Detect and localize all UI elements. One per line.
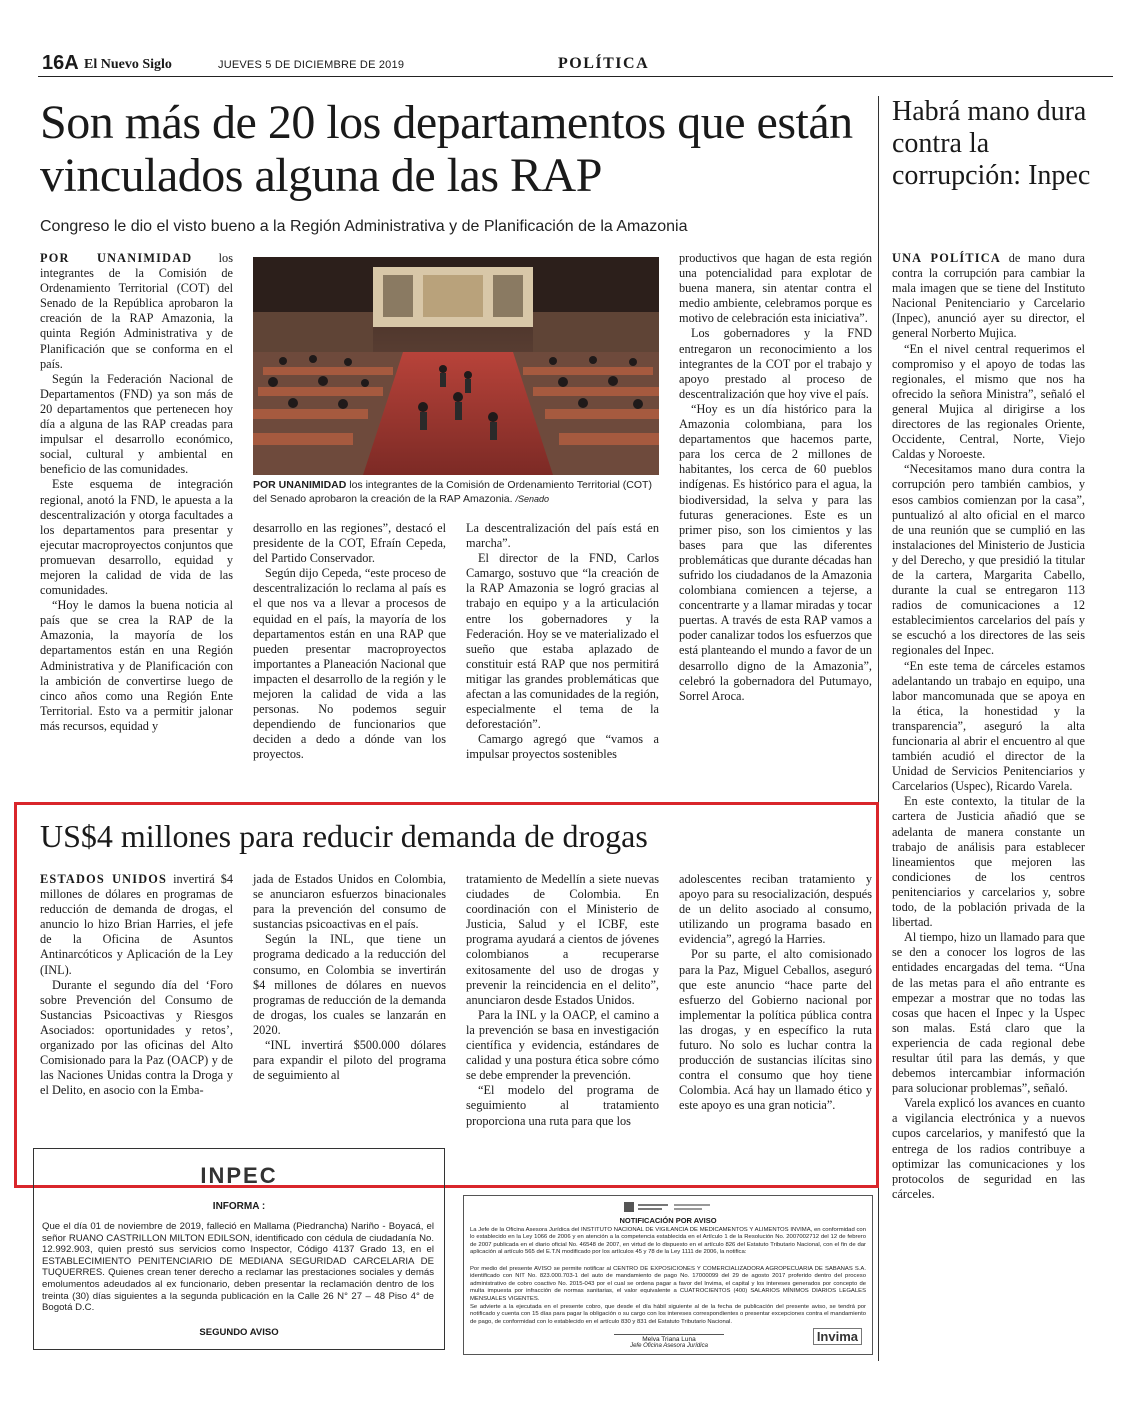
sidebar-headline: Habrá mano dura contra la corrupción: Inpec [892,96,1091,191]
paragraph: productivos que hagan de esta región una potencialidad para explotar de buena manera, sin atentar contra el medio ambiente, celebramos porque es motivo de celebración esta iniciativa”. [679,251,872,326]
paragraph: Varela explicó los avances en cuanto a vigilancia electrónica y a nuevos cupos carcelarios, y manifestó que la entrega de los radios contribuye a optimizar las comunicaciones y los protocolos de seguridad en las cárceles. [892,1096,1085,1201]
paragraph: Por su parte, el alto comisionado para la Paz, Miguel Ceballos, aseguró que este anuncio “hace parte del esfuerzo del Gobierno nacional por implementar la política pública contra las drogas, y en específico la ruta futuro. No solo es luchar contra la producción de sustancias ilícitas sino contra el consumo que hoy tiene Colombia. Acá hay un llamado ético y este apoyo es una gran noticia”. [679,947,872,1113]
main-column-3 [466,521,659,763]
paragraph: Según dijo Cepeda, “este proceso de descentralización lo reclama al país es el que nos va a llevar a procesos de equidad en el país, la mayoría de los departamentos están en una RAP que pueden presentar macroproyectos importantes a Planeación Nacional que impacten el desarrollo de la región y le mejoren la calidad de vida a las personas. No podemos seguir dependiendo de funcionarios que deciden a dedo a dónde van los proyectos. [253,566,446,762]
caption-bold: POR UNANIMIDAD [253,479,347,491]
paragraph: Los gobernadores y la FND entregaron un reconocimiento a los integrantes de la COT por el trabajo y apoyo prestado al proceso de descentralización que hoy vive el país. [679,326,872,401]
paragraph: “Hoy le damos la buena noticia al país que se crea la RAP de la Amazonia, la mayoría de los departamentos están en una Región Administrativa y de Planificación con la ambición de convertirse luego de cinco años como una Región Ente Territorial. Esto va a permitir jalonar más recursos, equidad y [40,598,233,733]
invima-notice-body-2: Por medio del presente AVISO se permite notificar al CENTRO DE EXPOSICIONES Y COMERCIALIZADORA AGROPECUARIA DE SABANAS S.A. identificado con NIT No. 823.000.703-1 del auto de mandamiento de pago No. 17000099 del 29 de agosto 2017 proferido dentro del proceso administrativo de cobro coactivo No. 2015-043 por el cual se ordena pagar a favor del Invima, el capital y los intereses generados por concepto de multa impuesta por infracción de normas sanitarias, el valor equivalente a CUATROCIENTOS (400) SALARIOS MÍNIMOS DIARIOS LEGALES MENSUALES VIGENTES. [470,1266,866,1302]
senate-chamber-illustration [253,257,659,475]
invima-notice [463,1195,873,1355]
section-name: POLÍTICA [558,55,650,72]
paragraph: adolescentes reciban tratamiento y apoyo para su resocialización, después de un delito asociado al consumo, utilizando un programa basado en evidencia”, agregó la Harries. [679,872,872,947]
photo-credit: /Senado [515,494,550,504]
invima-notice-title: NOTIFICACIÓN POR AVISO [619,1216,717,1225]
drugs-column-3 [466,872,659,1129]
paragraph: Durante el segundo día del ‘Foro sobre Prevención del Consumo de Sustancias Psicoactivas y Riesgos Asociados: oportunidades y retos’, organizado por las oficinas del Alto Comisionado para la Paz (OACP) y de las Naciones Unidas contra la Droga y el Delito, en asocio con la Emba- [40,977,233,1098]
paragraph: Al tiempo, hizo un llamado para que se den a conocer los logros de las entidades encargadas del tema. “Una de las metas para el año entrante es empezar a mostrar que no todas las cosas que hacen el Inpec y la Uspec son malas. Está claro que la experiencia de cada regional debe resultar útil para las demás, y que debemos intercambiar información para solucionar problemas”, señaló. [892,930,1085,1096]
sidebar-column [892,251,1085,1202]
paragraph: jada de Estados Unidos en Colombia, se anunciaron esfuerzos binacionales para la prevención del consumo de sustancias psicoactivas en el país. [253,872,446,932]
paragraph: En este contexto, la titular de la cartera de Justicia añadió que se adelanta de manera constante un trabajo de análisis para establecer lineamientos que mejoren las condiciones de los centros penitenciarios y carcelarios y, sobre todo, de la población privada de la libertad. [892,794,1085,930]
paragraph: “Necesitamos mano dura contra la corrupción pero también cambios, y esos cambios comienzan por la casa”, puntualizó al alto oficial en el marco de una reunión que se cumplió en las instalaciones del Ministerio de Justicia y del Derecho, y que presidió la titular de la cartera, Margarita Cabello, durante la cual se entregaron 113 radios de comunicaciones a 12 establecimientos carcelarios del país y se escuchó a los directores de las seis regionales del Inpec. [892,462,1085,658]
drugs-column-1 [40,872,233,1098]
colombia-gov-logo [624,1200,714,1214]
invima-signer: Melva Triana Luna [614,1334,724,1343]
photo-caption [253,478,663,506]
inpec-notice-body: Que el día 01 de noviembre de 2019, falleció en Mallama (Piedrancha) Nariño - Boyacá, el señor RUANO CASTRILLON MILTON EDILSON, identificado con cédula de ciudadanía No. 12.992.903, quien prestó sus servicios como Inspector, Código 4137 Grado 13, en el ESTABLECIMIENTO PENITENCIARIO DE MEDIANA SEGURIDAD CARCELARIA DE TUQUERRES. Quienes crean tener derecho a reclamar las prestaciones sociales y demás emolumentos adeudados al ex funcionario, deben presentar la reclamación dentro de los treinta (30) días siguientes a la segunda publicación en la Calle 26 N° 27 – 48 Piso 4° de Bogotá D.C. [42,1221,434,1314]
paragraph: invertirá $4 millones de dólares en programas de reducción de demanda de drogas, el anuncio lo hizo Brian Harries, el jefe de la Oficina de Asuntos Antinarcóticos y Aplicación de la Ley (INL). [40,872,233,977]
paragraph: “En el nivel central requerimos el compromiso y el apoyo de todas las regionales, el mismo que nos ha ofrecido la señora Ministra”, señaló el general Mujica al dirigirse a los directores de las regionales Oriente, Occidente, Central, Norte, Viejo Caldas y Noroeste. [892,341,1085,462]
paragraph: “INL invertirá $500.000 dólares para expandir el piloto del programa de seguimiento al [253,1038,446,1083]
caption-text: los integrantes de la Comisión de Ordenamiento Territorial (COT) del Senado aprobaron la creación de la RAP Amazonia. [253,479,652,505]
invima-logo: Invima [813,1328,862,1345]
inpec-notice-footer: SEGUNDO AVISO [199,1327,279,1338]
invima-notice-body-3: Se advierte a la ejecutada en el presente cobro, que desde el día hábil siguiente al de la fecha de publicación del presente aviso, se tendrá por notificado y cuenta con 15 días para pagar la obligación o su cargo con los intereses correspondientes o presentar excepciones contra el mandamiento de pago, de conformidad con lo establecido en el artículo 830 y 831 del Estatuto Tributario Nacional. [470,1304,866,1325]
drugs-headline: US$4 millones para reducir demanda de drogas [40,818,648,854]
senate-chamber-photo [253,257,659,475]
issue-date: JUEVES 5 DE DICIEMBRE DE 2019 [218,59,405,71]
paragraph: de mano dura contra la corrupción para cambiar la mala imagen que se tiene del Instituto Nacional Penitenciario y Carcelario (Inpec), anunció ayer su director, el general Norberto Mujica. [892,251,1085,341]
paragraph: “Hoy es un día histórico para la Amazonia colombiana, para los departamentos que hacemos parte, para los cerca de 2 millones de habitantes, los cerca de 60 pueblos indígenas. Es histórico para el agua, la biodiversidad, la selva y para las futuras generaciones. Este es un primer piso, son los cimientos y las bases para que las diferentes problemáticas que durante décadas han sufrido los ciudadanos de la Amazonia colombiana comiencen a tejerse, a concentrarte y a llamar miradas y tocar puertas. A través de esta RAP vamos a poder canalizar todos los esfuerzos que está planteando el mundo a favor de un desarrollo digno de la Amazonia”, celebró la gobernadora del Putumayo, Sorrel Aroca. [679,401,872,703]
drugs-kicker: ESTADOS UNIDOS [40,872,168,886]
paragraph: Para la INL y la OACP, el camino a la prevención se basa en investigación científica y evidencia, estándares de calidad y una postura ética sobre cómo se debe emprender la prevención. [466,1007,659,1083]
paragraph: El director de la FND, Carlos Camargo, sostuvo que “la creación de la RAP Amazonia se logró gracias al trabajo en equipo y a la articulación entre los gobernadores y la Federación. Hoy se ve materializado el sueño que estaba aplazado de constituir está RAP que nos permitirá mitigar las grandes problemáticas que afectan a las comunidades de la región, especialmente el tema de la deforestación”. [466,551,659,732]
main-deck: Congreso le dio el visto bueno a la Región Administrativa y de Planificación de la Amazonia [40,218,688,235]
paragraph: La descentralización del país está en marcha”. [466,521,659,551]
paragraph: tratamiento de Medellín a siete nuevas ciudades de Colombia. En coordinación con el Ministerio de Justicia, Salud y el ICBF, este programa ayudará a cientos de jóvenes colombianos a recuperarse exitosamente del uso de drogas y prevenir la reincidencia en el delito”, anunciaron desde Estados Unidos. [466,872,659,1007]
main-column-2 [253,521,446,763]
paragraph: Según la Federación Nacional de Departamentos (FND) ya son más de 20 departamentos que pertenecen hoy día a alguna de las RAP creadas para impulsar el desarrollo económico, social, cultural y ambiental en beneficio de las comunidades. [40,371,233,477]
newspaper-name: El Nuevo Siglo [84,57,172,72]
paragraph: Camargo agregó que “vamos a impulsar proyectos sostenibles [466,732,659,762]
main-kicker: POR UNANIMIDAD [40,251,193,265]
paragraph: Este esquema de integración regional, anotó la FND, le apuesta a la descentralización y otorga facultades a los departamentos para presentar y ejecutar macroproyectos conjuntos que promuevan desarrollo, equidad y mejoren la calidad de vida de las comunidades. [40,477,233,598]
drugs-column-4 [679,872,872,1114]
inpec-notice [33,1148,445,1350]
page-number: 16A [42,52,79,74]
paragraph: los integrantes de la Comisión de Ordenamiento Territorial (COT) del Senado de la República aprobaron la creación de la RAP Amazonia, la quinta Región Administrativa y de Planificación que se conforma en el país. [40,251,233,371]
paragraph: “En este tema de cárceles estamos adelantando un trabajo en equipo, una labor mancomunada que se apoya en la ética, la honestidad y la transparencia”, aseguró la alta funcionaria al abrir el encuentro al que también acudió el director de la Unidad de Servicios Penitenciarios y Carcelarios (Uspec), Ricardo Varela. [892,658,1085,794]
drugs-column-2 [253,872,446,1083]
main-column-1 [40,251,233,734]
inpec-logo: INPEC [200,1163,278,1188]
invima-signer-role: Jefe Oficina Asesora Jurídica [630,1343,708,1349]
government-seal-icon [624,1200,714,1214]
paragraph: desarrollo en las regiones”, destacó el presidente de la COT, Efraín Cepeda, del Partido Conservador. [253,521,446,566]
invima-notice-body-1: La Jefe de la Oficina Asesora Jurídica del INSTITUTO NACIONAL DE VIGILANCIA DE MEDICAMENTOS Y ALIMENTOS INVIMA, en conformidad con lo establecido en la Ley 1066 de 2006 y en atención a la competencia establecida en el Artículo 1 de la Resolución No. 2007002712 del 12 de febrero de 2007 publicada en el diario oficial No. 46548 de 2007, en virtud de lo dispuesto en el artículo 826 del Estatuto Tributario Nacional, con el fin de dar aplicación al artículo 565 del E.T.N modificado por los artículos 45 y 78 de la Ley 1111 de 2006, la notifica: [470,1227,866,1256]
inpec-notice-title: INFORMA : [212,1201,266,1212]
main-column-4 [679,251,872,704]
masthead [38,52,1113,77]
paragraph: Según la INL, que tiene un programa dedicado a la reducción del consumo, en Colombia se invertirán $4 millones de dólares en nuevos programas de reducción de la demanda de drogas, los cuales se lanzarán en 2020. [253,932,446,1037]
main-headline: Son más de 20 los departamentos que están vinculados alguna de las RAP [40,96,853,202]
sidebar-kicker: UNA POLÍTICA [892,251,1001,265]
paragraph: “El modelo del programa de seguimiento al tratamiento proporciona una ruta para que los [466,1083,659,1128]
